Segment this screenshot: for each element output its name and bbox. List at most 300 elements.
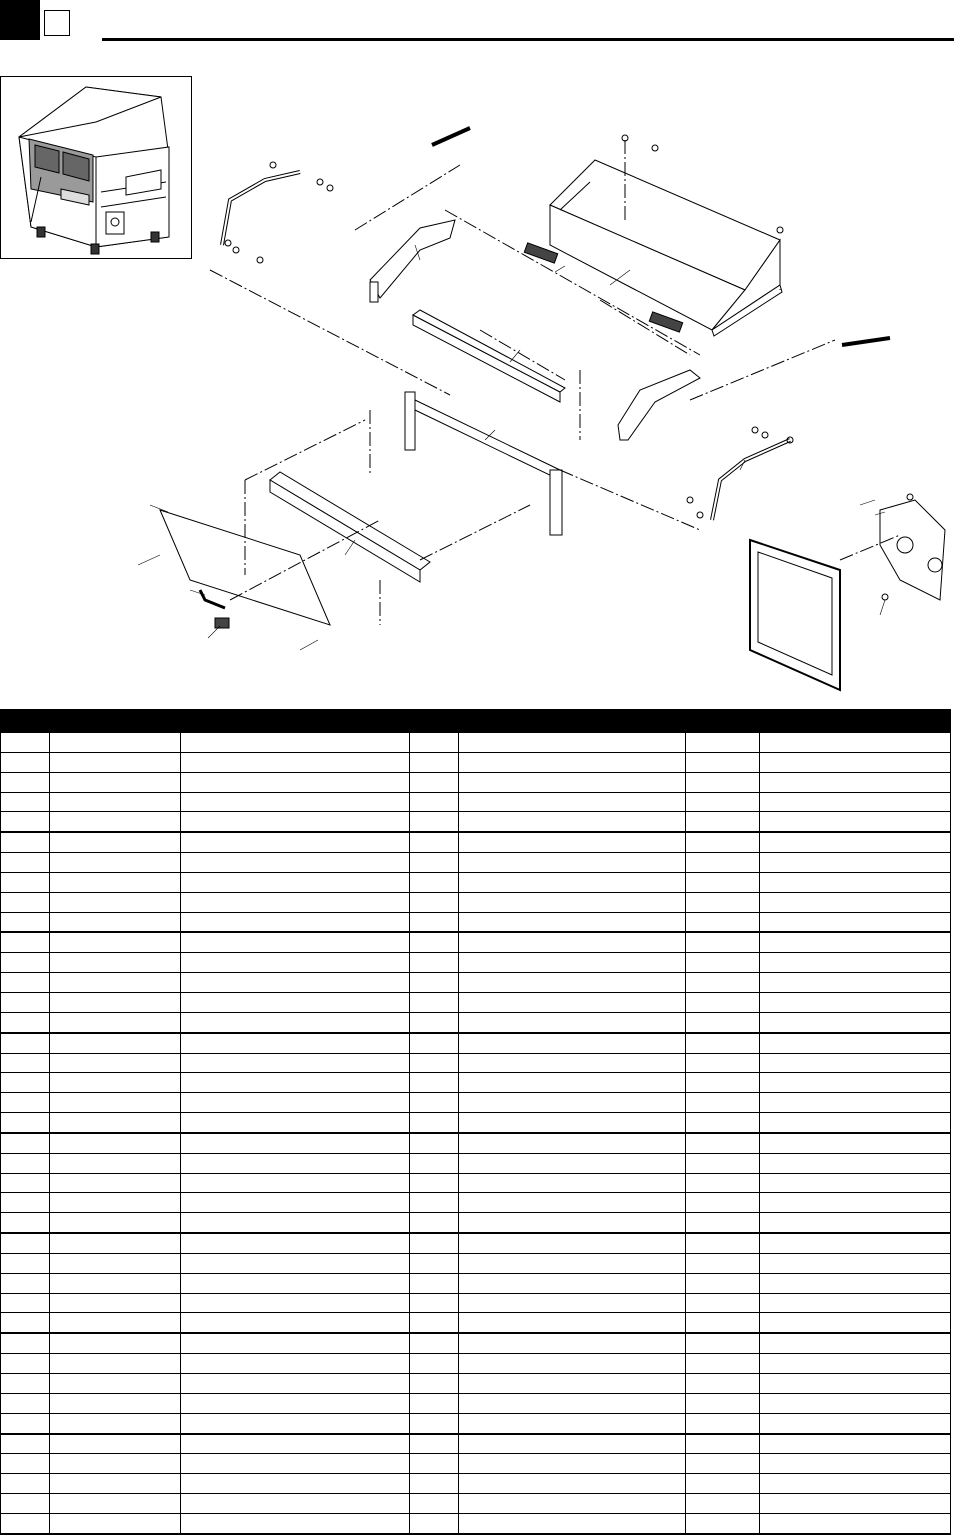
- table-cell: [760, 1474, 951, 1494]
- table-cell: [181, 853, 410, 873]
- table-cell: [459, 992, 686, 1012]
- table-cell: [181, 1093, 410, 1113]
- table-cell: [410, 872, 459, 892]
- table-cell: [760, 1053, 951, 1073]
- table-row: [1, 1193, 951, 1213]
- table-cell: [760, 1193, 951, 1213]
- table-cell: [686, 1173, 760, 1193]
- table-cell: [686, 1293, 760, 1313]
- table-cell: [1, 1513, 50, 1533]
- table-cell: [181, 1073, 410, 1093]
- table-cell: [760, 1133, 951, 1153]
- table-cell: [50, 1434, 181, 1454]
- parts-table-header: [1, 710, 951, 733]
- table-cell: [50, 1293, 181, 1313]
- table-row: [1, 1153, 951, 1173]
- table-cell: [181, 1253, 410, 1273]
- table-cell: [181, 1173, 410, 1193]
- table-cell: [1, 1033, 50, 1053]
- table-cell: [686, 1413, 760, 1433]
- table-cell: [686, 1393, 760, 1413]
- table-cell: [686, 1053, 760, 1073]
- table-cell: [181, 792, 410, 812]
- table-cell: [181, 912, 410, 932]
- table-cell: [410, 853, 459, 873]
- table-row: [1, 1033, 951, 1053]
- table-cell: [410, 1474, 459, 1494]
- table-cell: [459, 1133, 686, 1153]
- table-cell: [459, 1193, 686, 1213]
- table-cell: [410, 752, 459, 772]
- table-cell: [1, 892, 50, 912]
- table-cell: [181, 872, 410, 892]
- table-cell: [50, 1193, 181, 1213]
- table-cell: [410, 1073, 459, 1093]
- table-cell: [410, 1053, 459, 1073]
- table-cell: [50, 1253, 181, 1273]
- table-cell: [459, 932, 686, 952]
- col-header-ref: [1, 710, 50, 733]
- table-row: [1, 1113, 951, 1133]
- table-cell: [686, 1093, 760, 1113]
- table-cell: [459, 1113, 686, 1133]
- table-cell: [459, 1354, 686, 1374]
- table-cell: [181, 992, 410, 1012]
- table-cell: [459, 892, 686, 912]
- table-cell: [181, 1393, 410, 1413]
- table-cell: [459, 1213, 686, 1233]
- table-row: [1, 1313, 951, 1333]
- table-cell: [181, 1153, 410, 1173]
- table-cell: [181, 1434, 410, 1454]
- table-row: [1, 1293, 951, 1313]
- table-cell: [50, 1393, 181, 1413]
- table-cell: [50, 1333, 181, 1353]
- table-cell: [459, 853, 686, 873]
- table-cell: [760, 792, 951, 812]
- table-cell: [181, 1012, 410, 1032]
- table-cell: [459, 812, 686, 832]
- table-cell: [181, 832, 410, 852]
- table-cell: [686, 892, 760, 912]
- table-cell: [181, 1133, 410, 1153]
- table-row: [1, 872, 951, 892]
- table-cell: [181, 1053, 410, 1073]
- table-cell: [410, 1434, 459, 1454]
- table-cell: [1, 772, 50, 792]
- table-cell: [50, 1313, 181, 1333]
- table-cell: [50, 1012, 181, 1032]
- table-cell: [1, 973, 50, 993]
- table-row: [1, 853, 951, 873]
- table-cell: [1, 872, 50, 892]
- table-cell: [760, 1253, 951, 1273]
- table-row: [1, 1012, 951, 1032]
- table-cell: [760, 973, 951, 993]
- table-cell: [686, 1073, 760, 1093]
- table-cell: [1, 953, 50, 973]
- table-cell: [686, 1513, 760, 1533]
- table-cell: [459, 1073, 686, 1093]
- table-cell: [181, 1413, 410, 1433]
- table-cell: [686, 1233, 760, 1253]
- table-cell: [50, 1354, 181, 1374]
- table-cell: [50, 872, 181, 892]
- table-cell: [760, 1273, 951, 1293]
- table-cell: [410, 1173, 459, 1193]
- table-cell: [760, 1012, 951, 1032]
- exploded-view-diagram: [0, 0, 954, 700]
- table-cell: [760, 733, 951, 753]
- table-cell: [459, 1333, 686, 1353]
- table-cell: [459, 1053, 686, 1073]
- table-cell: [410, 1333, 459, 1353]
- table-row: [1, 912, 951, 932]
- table-cell: [181, 812, 410, 832]
- table-cell: [410, 1313, 459, 1333]
- table-cell: [181, 1474, 410, 1494]
- table-row: [1, 1434, 951, 1454]
- col-header-remarks: [760, 710, 951, 733]
- table-cell: [459, 1253, 686, 1273]
- table-row: [1, 992, 951, 1012]
- table-cell: [410, 1293, 459, 1313]
- table-row: [1, 772, 951, 792]
- table-cell: [1, 992, 50, 1012]
- table-cell: [410, 1133, 459, 1153]
- table-cell: [1, 1354, 50, 1374]
- table-cell: [410, 992, 459, 1012]
- table-cell: [181, 953, 410, 973]
- table-cell: [760, 1113, 951, 1133]
- table-cell: [50, 1213, 181, 1233]
- table-cell: [686, 953, 760, 973]
- table-cell: [1, 1233, 50, 1253]
- table-cell: [50, 1513, 181, 1533]
- table-cell: [1, 912, 50, 932]
- table-cell: [181, 1193, 410, 1213]
- table-cell: [50, 812, 181, 832]
- table-cell: [760, 1313, 951, 1333]
- table-cell: [181, 973, 410, 993]
- table-cell: [1, 1293, 50, 1313]
- table-cell: [410, 772, 459, 792]
- table-cell: [686, 1153, 760, 1173]
- table-cell: [686, 1474, 760, 1494]
- table-cell: [459, 1313, 686, 1333]
- table-cell: [760, 1454, 951, 1474]
- table-row: [1, 752, 951, 772]
- table-cell: [459, 1233, 686, 1253]
- table-cell: [1, 1474, 50, 1494]
- table-cell: [760, 772, 951, 792]
- table-cell: [181, 1313, 410, 1333]
- table-row: [1, 1073, 951, 1093]
- table-cell: [1, 1333, 50, 1353]
- table-cell: [50, 1233, 181, 1253]
- table-cell: [459, 1033, 686, 1053]
- table-cell: [1, 792, 50, 812]
- table-cell: [410, 912, 459, 932]
- table-cell: [1, 1253, 50, 1273]
- table-cell: [459, 1173, 686, 1193]
- table-cell: [50, 1494, 181, 1514]
- table-cell: [686, 912, 760, 932]
- table-row: [1, 932, 951, 952]
- table-cell: [686, 792, 760, 812]
- table-cell: [686, 772, 760, 792]
- table-row: [1, 1273, 951, 1293]
- table-cell: [760, 1513, 951, 1533]
- table-cell: [1, 1193, 50, 1213]
- table-cell: [459, 1012, 686, 1032]
- table-cell: [50, 1053, 181, 1073]
- table-cell: [686, 992, 760, 1012]
- table-cell: [410, 1113, 459, 1133]
- table-cell: [760, 1073, 951, 1093]
- table-cell: [760, 1413, 951, 1433]
- table-cell: [760, 1393, 951, 1413]
- table-row: [1, 733, 951, 753]
- table-cell: [1, 832, 50, 852]
- col-header-part-no: [50, 710, 181, 733]
- table-cell: [50, 892, 181, 912]
- parts-list-table: [0, 709, 951, 1535]
- table-cell: [686, 812, 760, 832]
- parts-table-body: [1, 733, 951, 1534]
- table-cell: [686, 1033, 760, 1053]
- table-cell: [50, 792, 181, 812]
- table-cell: [50, 772, 181, 792]
- table-cell: [686, 1012, 760, 1032]
- table-cell: [459, 792, 686, 812]
- table-cell: [181, 1454, 410, 1474]
- table-row: [1, 1454, 951, 1474]
- table-cell: [686, 1113, 760, 1133]
- table-cell: [459, 973, 686, 993]
- table-cell: [459, 733, 686, 753]
- table-cell: [50, 1413, 181, 1433]
- table-cell: [50, 932, 181, 952]
- col-header-qty: [410, 710, 459, 733]
- table-cell: [1, 1153, 50, 1173]
- table-cell: [686, 1193, 760, 1213]
- table-row: [1, 1233, 951, 1253]
- table-row: [1, 892, 951, 912]
- table-cell: [686, 1374, 760, 1394]
- table-row: [1, 1133, 951, 1153]
- table-cell: [459, 1513, 686, 1533]
- table-cell: [410, 1393, 459, 1413]
- table-cell: [686, 733, 760, 753]
- table-cell: [459, 872, 686, 892]
- table-cell: [1, 1454, 50, 1474]
- top-cover-part: [524, 160, 782, 336]
- table-cell: [686, 932, 760, 952]
- table-cell: [410, 1513, 459, 1533]
- table-cell: [459, 832, 686, 852]
- table-cell: [459, 752, 686, 772]
- table-cell: [410, 1253, 459, 1273]
- table-row: [1, 1213, 951, 1233]
- table-cell: [410, 812, 459, 832]
- table-cell: [686, 1273, 760, 1293]
- table-cell: [50, 1454, 181, 1474]
- table-cell: [686, 872, 760, 892]
- table-cell: [760, 1354, 951, 1374]
- table-cell: [686, 1313, 760, 1333]
- table-row: [1, 1374, 951, 1394]
- table-cell: [181, 1293, 410, 1313]
- table-cell: [459, 1454, 686, 1474]
- table-cell: [686, 1253, 760, 1273]
- table-cell: [181, 1354, 410, 1374]
- table-row: [1, 832, 951, 852]
- table-cell: [1, 1173, 50, 1193]
- table-cell: [760, 1374, 951, 1394]
- table-cell: [459, 953, 686, 973]
- table-row: [1, 1354, 951, 1374]
- table-cell: [760, 872, 951, 892]
- table-cell: [1, 1413, 50, 1433]
- table-cell: [181, 1374, 410, 1394]
- table-cell: [50, 1113, 181, 1133]
- table-cell: [760, 932, 951, 952]
- table-row: [1, 1494, 951, 1514]
- col-header-description: [181, 710, 410, 733]
- table-cell: [50, 853, 181, 873]
- table-cell: [760, 853, 951, 873]
- table-cell: [181, 932, 410, 952]
- table-cell: [760, 812, 951, 832]
- table-row: [1, 953, 951, 973]
- table-row: [1, 1413, 951, 1433]
- table-cell: [760, 1494, 951, 1514]
- table-cell: [760, 1093, 951, 1113]
- table-cell: [1, 853, 50, 873]
- table-cell: [181, 1233, 410, 1253]
- table-cell: [410, 792, 459, 812]
- table-cell: [760, 912, 951, 932]
- table-cell: [686, 1133, 760, 1153]
- table-cell: [181, 1333, 410, 1353]
- table-cell: [410, 1213, 459, 1233]
- table-cell: [410, 1413, 459, 1433]
- table-cell: [50, 1474, 181, 1494]
- table-cell: [686, 752, 760, 772]
- table-cell: [760, 1033, 951, 1053]
- table-cell: [686, 1494, 760, 1514]
- table-cell: [181, 1513, 410, 1533]
- table-row: [1, 1253, 951, 1273]
- table-cell: [50, 1093, 181, 1113]
- table-row: [1, 1173, 951, 1193]
- table-cell: [686, 1213, 760, 1233]
- table-row: [1, 1053, 951, 1073]
- table-cell: [1, 1073, 50, 1093]
- table-cell: [760, 1434, 951, 1454]
- table-row: [1, 1513, 951, 1533]
- table-cell: [686, 832, 760, 852]
- table-cell: [686, 1333, 760, 1353]
- table-cell: [459, 1494, 686, 1514]
- table-cell: [1, 733, 50, 753]
- table-cell: [760, 992, 951, 1012]
- table-cell: [50, 1073, 181, 1093]
- table-cell: [410, 1354, 459, 1374]
- table-row: [1, 1093, 951, 1113]
- table-cell: [459, 1413, 686, 1433]
- table-cell: [181, 892, 410, 912]
- table-cell: [1, 1374, 50, 1394]
- table-cell: [181, 1494, 410, 1514]
- table-cell: [410, 1233, 459, 1253]
- table-cell: [1, 812, 50, 832]
- table-cell: [459, 1093, 686, 1113]
- table-cell: [1, 1113, 50, 1133]
- table-cell: [50, 912, 181, 932]
- table-cell: [760, 832, 951, 852]
- table-row: [1, 1393, 951, 1413]
- table-cell: [410, 1153, 459, 1173]
- table-cell: [760, 1233, 951, 1253]
- table-cell: [410, 1012, 459, 1032]
- table-cell: [410, 1033, 459, 1053]
- table-cell: [50, 1133, 181, 1153]
- table-cell: [760, 1293, 951, 1313]
- col-header-description-2: [459, 710, 686, 733]
- table-cell: [459, 1273, 686, 1293]
- table-cell: [686, 1454, 760, 1474]
- table-cell: [1, 1393, 50, 1413]
- table-cell: [1, 752, 50, 772]
- table-cell: [1, 1012, 50, 1032]
- table-cell: [50, 752, 181, 772]
- table-cell: [1, 1093, 50, 1113]
- table-cell: [410, 1494, 459, 1514]
- table-cell: [760, 953, 951, 973]
- table-cell: [50, 1173, 181, 1193]
- table-cell: [1, 932, 50, 952]
- table-cell: [410, 932, 459, 952]
- table-cell: [181, 1113, 410, 1133]
- table-row: [1, 792, 951, 812]
- table-cell: [459, 1293, 686, 1313]
- table-row: [1, 1474, 951, 1494]
- table-cell: [686, 1354, 760, 1374]
- table-cell: [686, 853, 760, 873]
- table-cell: [760, 1173, 951, 1193]
- table-cell: [181, 733, 410, 753]
- table-cell: [459, 1434, 686, 1454]
- table-cell: [686, 973, 760, 993]
- table-cell: [50, 733, 181, 753]
- table-cell: [410, 1454, 459, 1474]
- table-cell: [50, 953, 181, 973]
- table-cell: [410, 1093, 459, 1113]
- table-cell: [50, 992, 181, 1012]
- table-cell: [410, 832, 459, 852]
- table-cell: [410, 892, 459, 912]
- table-cell: [181, 772, 410, 792]
- table-row: [1, 1333, 951, 1353]
- table-cell: [760, 1153, 951, 1173]
- table-cell: [760, 892, 951, 912]
- table-cell: [410, 973, 459, 993]
- table-cell: [1, 1213, 50, 1233]
- table-cell: [50, 1153, 181, 1173]
- table-cell: [181, 1033, 410, 1053]
